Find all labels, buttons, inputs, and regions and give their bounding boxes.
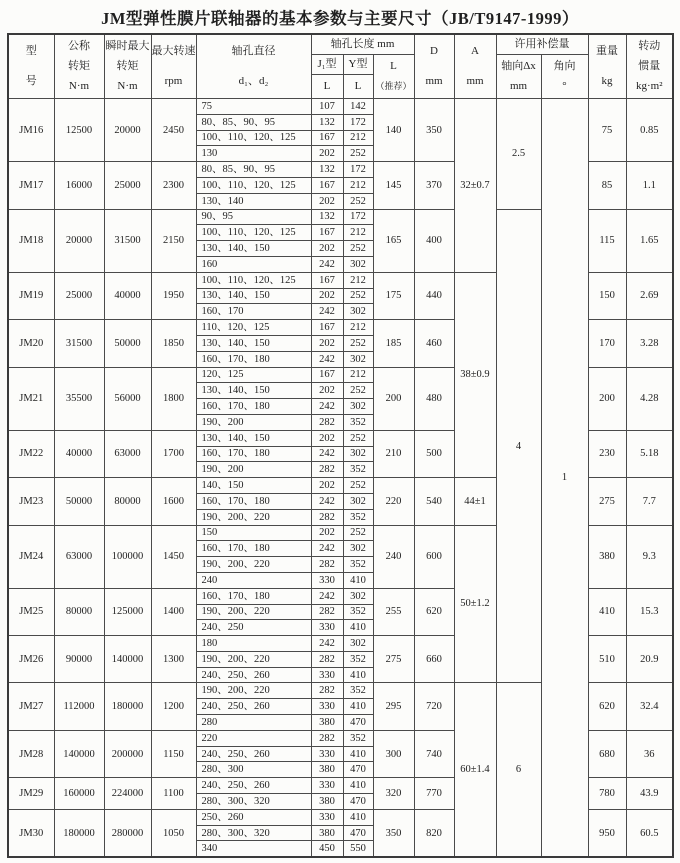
bore-diameter-cell: 160、170、180: [196, 541, 311, 557]
j-length-cell: 380: [311, 715, 343, 731]
bore-diameter-cell: 280、300: [196, 762, 311, 778]
j-length-cell: 282: [311, 730, 343, 746]
j-length-cell: 380: [311, 762, 343, 778]
y-length-cell: 172: [343, 162, 373, 178]
j-length-cell: 242: [311, 493, 343, 509]
inertia-cell: 43.9: [626, 778, 673, 810]
nominal-torque-cell: 63000: [54, 525, 104, 588]
d-cell: 660: [414, 636, 454, 683]
nominal-torque-cell: 50000: [54, 478, 104, 525]
y-length-cell: 550: [343, 841, 373, 857]
model-cell: JM18: [8, 209, 54, 272]
bore-diameter-cell: 160、170、180: [196, 588, 311, 604]
j-length-cell: 330: [311, 778, 343, 794]
max-speed-cell: 1300: [151, 636, 196, 683]
j-length-cell: 380: [311, 794, 343, 810]
bore-diameter-cell: 130、140、150: [196, 335, 311, 351]
peak-torque-cell: 140000: [104, 636, 151, 683]
bore-diameter-cell: 190、200、220: [196, 604, 311, 620]
l-recommended-cell: 175: [373, 272, 414, 319]
bore-diameter-cell: 130、140、150: [196, 430, 311, 446]
bore-diameter-cell: 90、95: [196, 209, 311, 225]
bore-diameter-cell: 160、170、180: [196, 399, 311, 415]
j-length-cell: 202: [311, 241, 343, 257]
inertia-cell: 15.3: [626, 588, 673, 635]
y-length-cell: 302: [343, 588, 373, 604]
y-length-cell: 142: [343, 99, 373, 115]
axial-cell: 6: [496, 683, 541, 857]
peak-torque-cell: 80000: [104, 478, 151, 525]
j-length-cell: 330: [311, 620, 343, 636]
a-cell: 44±1: [454, 478, 496, 525]
a-cell: 50±1.2: [454, 525, 496, 683]
model-cell: JM22: [8, 430, 54, 477]
model-cell: JM20: [8, 320, 54, 367]
max-speed-cell: 1950: [151, 272, 196, 319]
weight-cell: 620: [588, 683, 626, 730]
y-length-cell: 302: [343, 351, 373, 367]
spec-table: [7, 33, 674, 858]
bore-diameter-cell: 240、250、260: [196, 746, 311, 762]
y-length-cell: 252: [343, 288, 373, 304]
bore-diameter-cell: 100、110、120、125: [196, 225, 311, 241]
bore-diameter-cell: 250、260: [196, 809, 311, 825]
j-length-cell: 282: [311, 557, 343, 573]
y-length-cell: 212: [343, 130, 373, 146]
d-cell: 480: [414, 367, 454, 430]
d-cell: 500: [414, 430, 454, 477]
bore-diameter-cell: 190、200、220: [196, 557, 311, 573]
col-header-axial: 轴向Δx mm: [496, 55, 541, 99]
j-length-cell: 330: [311, 572, 343, 588]
bore-diameter-cell: 110、120、125: [196, 320, 311, 336]
nominal-torque-cell: 20000: [54, 209, 104, 272]
max-speed-cell: 2150: [151, 209, 196, 272]
inertia-cell: 36: [626, 730, 673, 777]
bore-diameter-cell: 130: [196, 146, 311, 162]
bore-diameter-cell: 130、140、150: [196, 383, 311, 399]
bore-diameter-cell: 150: [196, 525, 311, 541]
j-length-cell: 167: [311, 320, 343, 336]
l-recommended-cell: 295: [373, 683, 414, 730]
bore-diameter-cell: 190、200: [196, 414, 311, 430]
y-length-cell: 302: [343, 446, 373, 462]
j-length-cell: 242: [311, 446, 343, 462]
axial-cell: 2.5: [496, 99, 541, 210]
j-length-cell: 380: [311, 825, 343, 841]
max-speed-cell: 1050: [151, 809, 196, 857]
bore-diameter-cell: 180: [196, 636, 311, 652]
y-length-cell: 212: [343, 367, 373, 383]
d-cell: 820: [414, 809, 454, 857]
bore-diameter-cell: 280: [196, 715, 311, 731]
j-length-cell: 242: [311, 351, 343, 367]
peak-torque-cell: 40000: [104, 272, 151, 319]
y-length-cell: 252: [343, 241, 373, 257]
bore-diameter-cell: 240、250、260: [196, 778, 311, 794]
inertia-cell: 1.1: [626, 162, 673, 209]
l-recommended-cell: 165: [373, 209, 414, 272]
a-cell: 32±0.7: [454, 99, 496, 273]
d-cell: 540: [414, 478, 454, 525]
model-cell: JM30: [8, 809, 54, 857]
y-length-cell: 212: [343, 225, 373, 241]
inertia-cell: 3.28: [626, 320, 673, 367]
col-header-inertia: 转动 惯量 kg·m²: [626, 34, 673, 99]
peak-torque-cell: 100000: [104, 525, 151, 588]
j-length-cell: 202: [311, 193, 343, 209]
bore-diameter-cell: 240: [196, 572, 311, 588]
bore-diameter-cell: 130、140、150: [196, 241, 311, 257]
bore-diameter-cell: 190、200、220: [196, 651, 311, 667]
y-length-cell: 302: [343, 256, 373, 272]
nominal-torque-cell: 35500: [54, 367, 104, 430]
inertia-cell: 2.69: [626, 272, 673, 319]
weight-cell: 75: [588, 99, 626, 162]
d-cell: 370: [414, 162, 454, 209]
weight-cell: 115: [588, 209, 626, 272]
col-header-y-l: L: [343, 75, 373, 99]
col-header-y-type: Y型: [343, 55, 373, 75]
y-length-cell: 302: [343, 304, 373, 320]
peak-torque-cell: 200000: [104, 730, 151, 777]
nominal-torque-cell: 16000: [54, 162, 104, 209]
bore-diameter-cell: 220: [196, 730, 311, 746]
inertia-cell: 60.5: [626, 809, 673, 857]
y-length-cell: 410: [343, 620, 373, 636]
weight-cell: 85: [588, 162, 626, 209]
l-recommended-cell: 300: [373, 730, 414, 777]
y-length-cell: 410: [343, 746, 373, 762]
weight-cell: 230: [588, 430, 626, 477]
bore-diameter-cell: 240、250: [196, 620, 311, 636]
d-cell: 770: [414, 778, 454, 810]
weight-cell: 170: [588, 320, 626, 367]
y-length-cell: 302: [343, 541, 373, 557]
col-header-nominal-torque: 公称 转矩 N·m: [54, 34, 104, 99]
y-length-cell: 212: [343, 177, 373, 193]
col-header-angular: 角向 °: [541, 55, 588, 99]
model-cell: JM26: [8, 636, 54, 683]
max-speed-cell: 1700: [151, 430, 196, 477]
j-length-cell: 282: [311, 414, 343, 430]
j-length-cell: 167: [311, 130, 343, 146]
l-recommended-cell: 200: [373, 367, 414, 430]
y-length-cell: 352: [343, 683, 373, 699]
weight-cell: 950: [588, 809, 626, 857]
inertia-cell: 32.4: [626, 683, 673, 730]
y-length-cell: 252: [343, 430, 373, 446]
j-length-cell: 242: [311, 399, 343, 415]
y-length-cell: 352: [343, 557, 373, 573]
peak-torque-cell: 63000: [104, 430, 151, 477]
col-header-j-type: J₁型: [311, 55, 343, 75]
model-cell: JM28: [8, 730, 54, 777]
bore-diameter-cell: 130、140: [196, 193, 311, 209]
col-header-compensation: 许用补偿量: [496, 34, 588, 55]
y-length-cell: 470: [343, 825, 373, 841]
j-length-cell: 450: [311, 841, 343, 857]
l-recommended-cell: 220: [373, 478, 414, 525]
j-length-cell: 202: [311, 525, 343, 541]
peak-torque-cell: 31500: [104, 209, 151, 272]
header-row-1: [8, 34, 673, 55]
bore-diameter-cell: 280、300、320: [196, 794, 311, 810]
bore-diameter-cell: 160、170、180: [196, 351, 311, 367]
y-length-cell: 410: [343, 572, 373, 588]
j-length-cell: 242: [311, 588, 343, 604]
l-recommended-cell: 275: [373, 636, 414, 683]
nominal-torque-cell: 160000: [54, 778, 104, 810]
peak-torque-cell: 280000: [104, 809, 151, 857]
bore-diameter-cell: 80、85、90、95: [196, 162, 311, 178]
weight-cell: 200: [588, 367, 626, 430]
weight-cell: 780: [588, 778, 626, 810]
j-length-cell: 132: [311, 209, 343, 225]
j-length-cell: 202: [311, 335, 343, 351]
max-speed-cell: 1450: [151, 525, 196, 588]
nominal-torque-cell: 80000: [54, 588, 104, 635]
nominal-torque-cell: 25000: [54, 272, 104, 319]
inertia-cell: 20.9: [626, 636, 673, 683]
max-speed-cell: 1800: [151, 367, 196, 430]
model-cell: JM17: [8, 162, 54, 209]
peak-torque-cell: 125000: [104, 588, 151, 635]
inertia-cell: 0.85: [626, 99, 673, 162]
nominal-torque-cell: 112000: [54, 683, 104, 730]
j-length-cell: 282: [311, 683, 343, 699]
peak-torque-cell: 180000: [104, 683, 151, 730]
bore-diameter-cell: 240、250、260: [196, 667, 311, 683]
j-length-cell: 282: [311, 509, 343, 525]
weight-cell: 380: [588, 525, 626, 588]
y-length-cell: 352: [343, 509, 373, 525]
j-length-cell: 132: [311, 114, 343, 130]
max-speed-cell: 1600: [151, 478, 196, 525]
model-cell: JM16: [8, 99, 54, 162]
nominal-torque-cell: 140000: [54, 730, 104, 777]
model-cell: JM21: [8, 367, 54, 430]
model-cell: JM23: [8, 478, 54, 525]
nominal-torque-cell: 31500: [54, 320, 104, 367]
table-row: [8, 99, 673, 115]
angular-cell: 1: [541, 99, 588, 858]
col-header-peak-torque: 瞬时最大 转矩 N·m: [104, 34, 151, 99]
max-speed-cell: 1100: [151, 778, 196, 810]
model-cell: JM24: [8, 525, 54, 588]
y-length-cell: 212: [343, 272, 373, 288]
page-title: JM型弹性膜片联轴器的基本参数与主要尺寸（JB/T9147-1999）: [101, 9, 579, 28]
j-length-cell: 167: [311, 367, 343, 383]
d-cell: 350: [414, 99, 454, 162]
l-recommended-cell: 240: [373, 525, 414, 588]
y-length-cell: 410: [343, 699, 373, 715]
max-speed-cell: 2300: [151, 162, 196, 209]
model-cell: JM25: [8, 588, 54, 635]
d-cell: 400: [414, 209, 454, 272]
j-length-cell: 282: [311, 651, 343, 667]
l-recommended-cell: 210: [373, 430, 414, 477]
l-recommended-cell: 350: [373, 809, 414, 857]
bore-diameter-cell: 140、150: [196, 478, 311, 494]
y-length-cell: 172: [343, 114, 373, 130]
bore-diameter-cell: 120、125: [196, 367, 311, 383]
y-length-cell: 302: [343, 636, 373, 652]
bore-diameter-cell: 190、200、220: [196, 683, 311, 699]
bore-diameter-cell: 130、140、150: [196, 288, 311, 304]
inertia-cell: 7.7: [626, 478, 673, 525]
j-length-cell: 330: [311, 667, 343, 683]
table-header: [8, 34, 673, 99]
bore-diameter-cell: 160: [196, 256, 311, 272]
j-length-cell: 282: [311, 462, 343, 478]
y-length-cell: 410: [343, 667, 373, 683]
y-length-cell: 252: [343, 146, 373, 162]
d-cell: 440: [414, 272, 454, 319]
y-length-cell: 470: [343, 794, 373, 810]
peak-torque-cell: 20000: [104, 99, 151, 162]
a-cell: 60±1.4: [454, 683, 496, 857]
j-length-cell: 202: [311, 430, 343, 446]
bore-diameter-cell: 80、85、90、95: [196, 114, 311, 130]
y-length-cell: 410: [343, 778, 373, 794]
y-length-cell: 352: [343, 604, 373, 620]
bore-diameter-cell: 100、110、120、125: [196, 177, 311, 193]
l-recommended-cell: 145: [373, 162, 414, 209]
weight-cell: 275: [588, 478, 626, 525]
bore-diameter-cell: 160、170: [196, 304, 311, 320]
col-header-d: D mm: [414, 34, 454, 99]
weight-cell: 510: [588, 636, 626, 683]
peak-torque-cell: 25000: [104, 162, 151, 209]
l-recommended-cell: 185: [373, 320, 414, 367]
peak-torque-cell: 56000: [104, 367, 151, 430]
model-cell: JM19: [8, 272, 54, 319]
inertia-cell: 5.18: [626, 430, 673, 477]
bore-diameter-cell: 190、200: [196, 462, 311, 478]
axial-cell: 4: [496, 209, 541, 683]
nominal-torque-cell: 40000: [54, 430, 104, 477]
inertia-cell: 9.3: [626, 525, 673, 588]
j-length-cell: 167: [311, 177, 343, 193]
j-length-cell: 242: [311, 304, 343, 320]
bore-diameter-cell: 240、250、260: [196, 699, 311, 715]
bore-diameter-cell: 100、110、120、125: [196, 272, 311, 288]
peak-torque-cell: 50000: [104, 320, 151, 367]
j-length-cell: 242: [311, 636, 343, 652]
max-speed-cell: 1400: [151, 588, 196, 635]
y-length-cell: 352: [343, 651, 373, 667]
d-cell: 720: [414, 683, 454, 730]
j-length-cell: 330: [311, 699, 343, 715]
y-length-cell: 252: [343, 525, 373, 541]
j-length-cell: 202: [311, 146, 343, 162]
y-length-cell: 252: [343, 193, 373, 209]
l-recommended-cell: 255: [373, 588, 414, 635]
j-length-cell: 202: [311, 478, 343, 494]
col-header-bore-diameter: 轴孔直径 d₁、d₂: [196, 34, 311, 99]
nominal-torque-cell: 180000: [54, 809, 104, 857]
j-length-cell: 330: [311, 809, 343, 825]
bore-diameter-cell: 160、170、180: [196, 446, 311, 462]
j-length-cell: 202: [311, 383, 343, 399]
d-cell: 460: [414, 320, 454, 367]
inertia-cell: 1.65: [626, 209, 673, 272]
y-length-cell: 302: [343, 399, 373, 415]
peak-torque-cell: 224000: [104, 778, 151, 810]
y-length-cell: 352: [343, 462, 373, 478]
j-length-cell: 242: [311, 541, 343, 557]
y-length-cell: 470: [343, 715, 373, 731]
max-speed-cell: 1200: [151, 683, 196, 730]
col-header-max-speed: 最大转速 rpm: [151, 34, 196, 99]
y-length-cell: 212: [343, 320, 373, 336]
d-cell: 740: [414, 730, 454, 777]
max-speed-cell: 1150: [151, 730, 196, 777]
nominal-torque-cell: 12500: [54, 99, 104, 162]
weight-cell: 680: [588, 730, 626, 777]
weight-cell: 410: [588, 588, 626, 635]
j-length-cell: 242: [311, 256, 343, 272]
max-speed-cell: 1850: [151, 320, 196, 367]
j-length-cell: 202: [311, 288, 343, 304]
y-length-cell: 352: [343, 730, 373, 746]
weight-cell: 150: [588, 272, 626, 319]
bore-diameter-cell: 190、200、220: [196, 509, 311, 525]
a-cell: 38±0.9: [454, 272, 496, 477]
max-speed-cell: 2450: [151, 99, 196, 162]
col-header-l-recommended: L （推荐）: [373, 55, 414, 99]
d-cell: 600: [414, 525, 454, 588]
j-length-cell: 167: [311, 272, 343, 288]
y-length-cell: 252: [343, 478, 373, 494]
model-cell: JM29: [8, 778, 54, 810]
bore-diameter-cell: 340: [196, 841, 311, 857]
nominal-torque-cell: 90000: [54, 636, 104, 683]
j-length-cell: 132: [311, 162, 343, 178]
col-header-j-l: L: [311, 75, 343, 99]
bore-diameter-cell: 280、300、320: [196, 825, 311, 841]
col-header-bore-length: 轴孔长度 mm: [311, 34, 414, 55]
y-length-cell: 352: [343, 414, 373, 430]
y-length-cell: 302: [343, 493, 373, 509]
bore-diameter-cell: 75: [196, 99, 311, 115]
y-length-cell: 172: [343, 209, 373, 225]
col-header-model: 型 号: [8, 34, 54, 99]
table-body: [8, 99, 673, 858]
inertia-cell: 4.28: [626, 367, 673, 430]
l-recommended-cell: 320: [373, 778, 414, 810]
bore-diameter-cell: 100、110、120、125: [196, 130, 311, 146]
col-header-a: A mm: [454, 34, 496, 99]
j-length-cell: 330: [311, 746, 343, 762]
y-length-cell: 252: [343, 335, 373, 351]
j-length-cell: 167: [311, 225, 343, 241]
model-cell: JM27: [8, 683, 54, 730]
d-cell: 620: [414, 588, 454, 635]
j-length-cell: 282: [311, 604, 343, 620]
l-recommended-cell: 140: [373, 99, 414, 162]
y-length-cell: 470: [343, 762, 373, 778]
col-header-weight: 重量 kg: [588, 34, 626, 99]
y-length-cell: 410: [343, 809, 373, 825]
y-length-cell: 252: [343, 383, 373, 399]
bore-diameter-cell: 160、170、180: [196, 493, 311, 509]
j-length-cell: 107: [311, 99, 343, 115]
